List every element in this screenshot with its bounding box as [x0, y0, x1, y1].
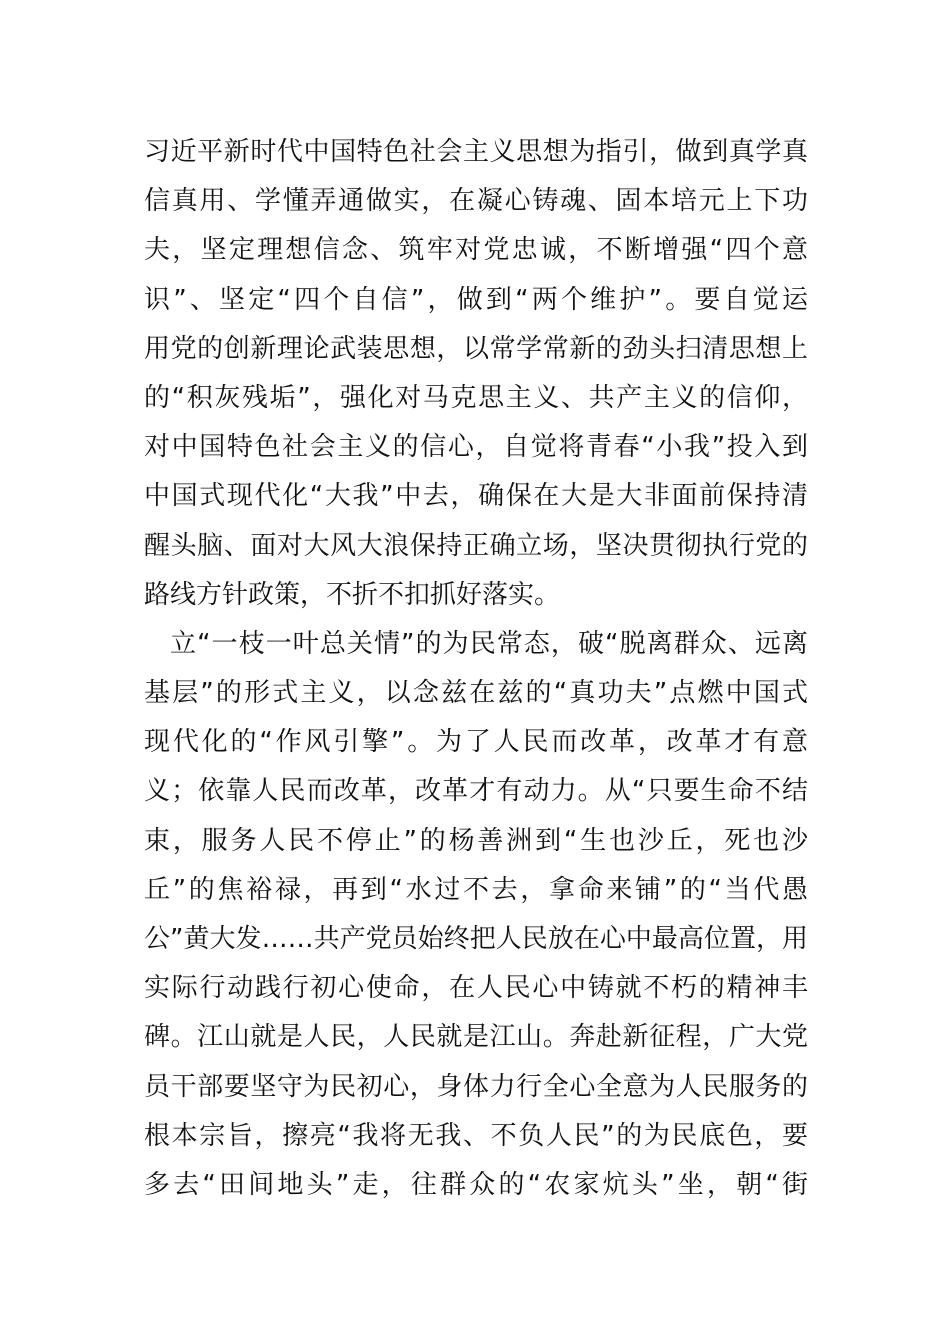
text-line: 习近平新时代中国特色社会主义思想为指引，做到真学真 [144, 137, 808, 167]
text-line: 实际行动践行初心使命，在人民心中铸就不朽的精神丰 [144, 973, 808, 1004]
text-line: 碑。江山就是人民，人民就是江山。奔赴新征程，广大党 [144, 1022, 808, 1053]
text-line: 丘”的焦裕禄，再到“水过不去，拿命来铺”的“当代愚 [144, 874, 808, 905]
text-line: 醒头脑、面对大风大浪保持正确立场，坚决贯彻执行党的 [144, 530, 808, 561]
text-line: 夫，坚定理想信念、筑牢对党忠诚，不断增强“四个意 [144, 235, 808, 266]
text-line: 用党的创新理论武装思想，以常学常新的劲头扫清思想上 [144, 333, 808, 364]
text-line: 的“积灰残垢”，强化对马克思主义、共产主义的信仰， [144, 382, 808, 413]
text-line: 根本宗旨，擦亮“我将无我、不负人民”的为民底色，要 [144, 1120, 808, 1151]
document-body [144, 128, 808, 1210]
text-line: 多去“田间地头”走，往群众的“农家炕头”坐，朝“街 [144, 1169, 808, 1200]
text-line: 义；依靠人民而改革，改革才有动力。从“只要生命不结 [144, 776, 808, 807]
text-line: 对中国特色社会主义的信心，自觉将青春“小我”投入到 [144, 432, 808, 463]
text-line: 员干部要坚守为民初心，身体力行全心全意为人民服务的 [144, 1071, 808, 1102]
text-line: 识”、坚定“四个自信”，做到“两个维护”。要自觉运 [144, 284, 808, 315]
paragraph-first-line: 立“一枝一叶总关情”的为民常态，破“脱离群众、远离 [170, 628, 808, 659]
text-line: 中国式现代化“大我”中去，确保在大是大非面前保持清 [144, 481, 808, 512]
paragraph-end-line: 路线方针政策，不折不扣抓好落实。 [144, 579, 561, 610]
text-line: 现代化的“作风引擎”。为了人民而改革，改革才有意 [144, 727, 808, 758]
text-line: 束，服务人民不停止”的杨善洲到“生也沙丘，死也沙 [144, 825, 808, 856]
text-line: 公”黄大发……共产党员始终把人民放在心中最高位置，用 [144, 924, 808, 954]
text-line: 信真用、学懂弄通做实，在凝心铸魂、固本培元上下功 [144, 186, 808, 217]
text-line: 基层”的形式主义，以念兹在兹的“真功夫”点燃中国式 [144, 678, 808, 709]
